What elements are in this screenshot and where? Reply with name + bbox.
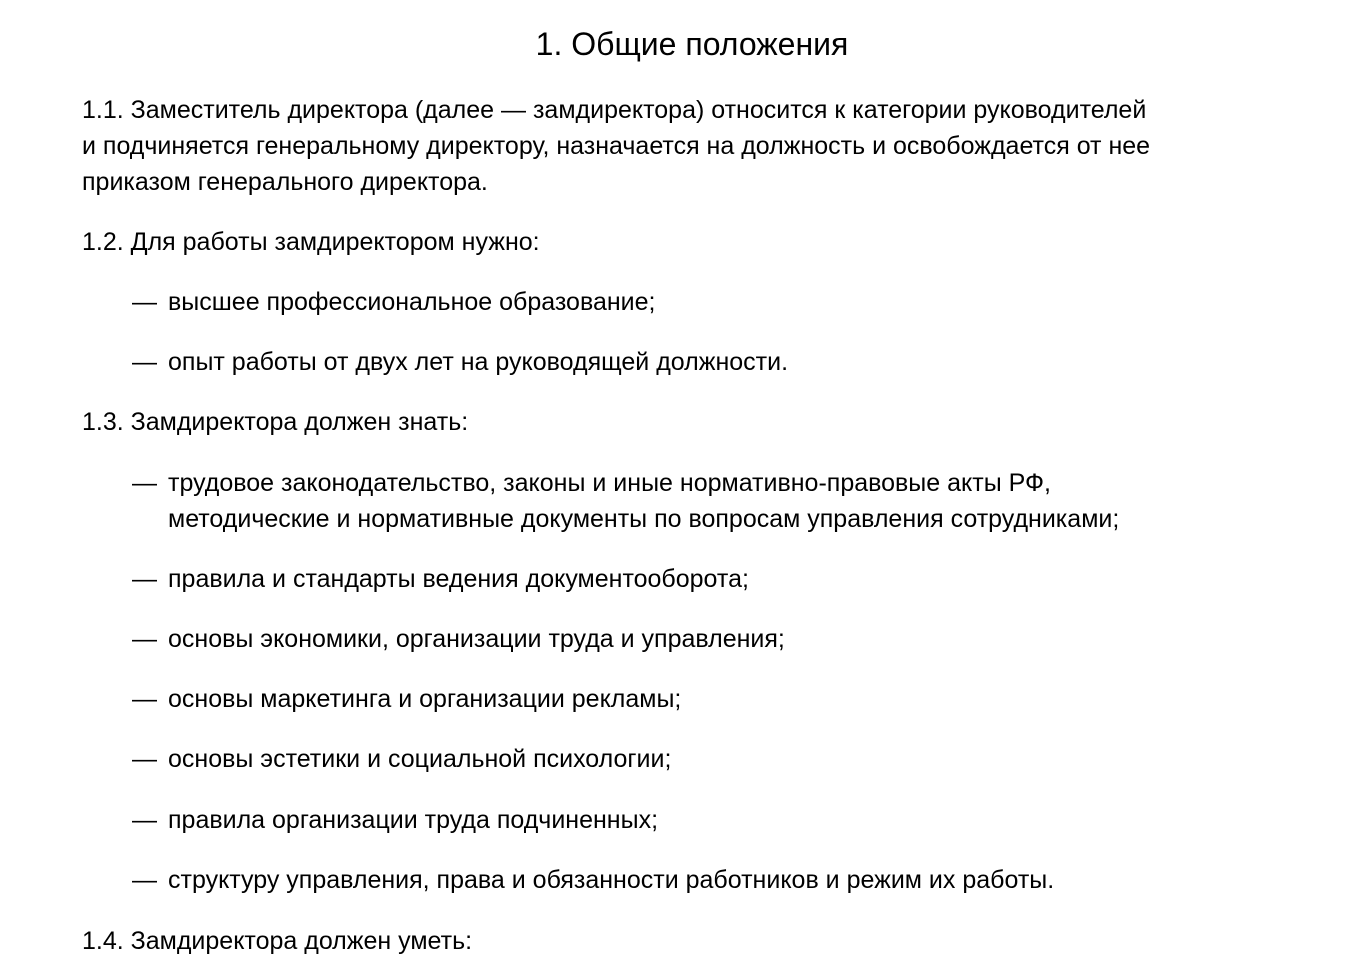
dash-bullet: —: [132, 348, 157, 376]
list-item-text: основы маркетинга и организации рекламы;: [168, 685, 682, 713]
list-item-text: трудовое законодательство, законы и иные нормативно-правовые акты РФ,: [168, 469, 1051, 497]
list-item-text: методические и нормативные документы по вопросам управления сотрудниками;: [168, 505, 1120, 533]
list-item-text: основы экономики, организации труда и управления;: [168, 625, 785, 653]
dash-bullet: —: [132, 685, 157, 713]
paragraph-1-1-line-2: и подчиняется генеральному директору, назначается на должность и освобождается от нее: [82, 132, 1151, 160]
list-item-text: структуру управления, права и обязанности работников и режим их работы.: [168, 866, 1055, 894]
dash-bullet: —: [132, 288, 157, 316]
paragraph-1-4-heading: 1.4. Замдиректора должен уметь:: [82, 927, 473, 955]
dash-bullet: —: [132, 806, 157, 834]
dash-bullet: —: [132, 565, 157, 593]
list-item-text: основы эстетики и социальной психологии;: [168, 745, 672, 773]
list-item-text: правила и стандарты ведения документооборота;: [168, 565, 749, 593]
list-item-text: правила организации труда подчиненных;: [168, 806, 659, 834]
list-item-text: высшее профессиональное образование;: [168, 288, 656, 316]
list-item-text: опыт работы от двух лет на руководящей должности.: [168, 348, 789, 376]
section-title: 1. Общие положения: [535, 26, 849, 62]
dash-bullet: —: [132, 866, 157, 894]
paragraph-1-3-heading: 1.3. Замдиректора должен знать:: [82, 408, 469, 436]
dash-bullet: —: [132, 469, 157, 497]
paragraph-1-2-heading: 1.2. Для работы замдиректором нужно:: [82, 228, 540, 256]
paragraph-1-1-line-3: приказом генерального директора.: [82, 168, 488, 196]
dash-bullet: —: [132, 625, 157, 653]
dash-bullet: —: [132, 745, 157, 773]
paragraph-1-1-line-1: 1.1. Заместитель директора (далее — замдиректора) относится к категории руководителей: [82, 96, 1147, 124]
